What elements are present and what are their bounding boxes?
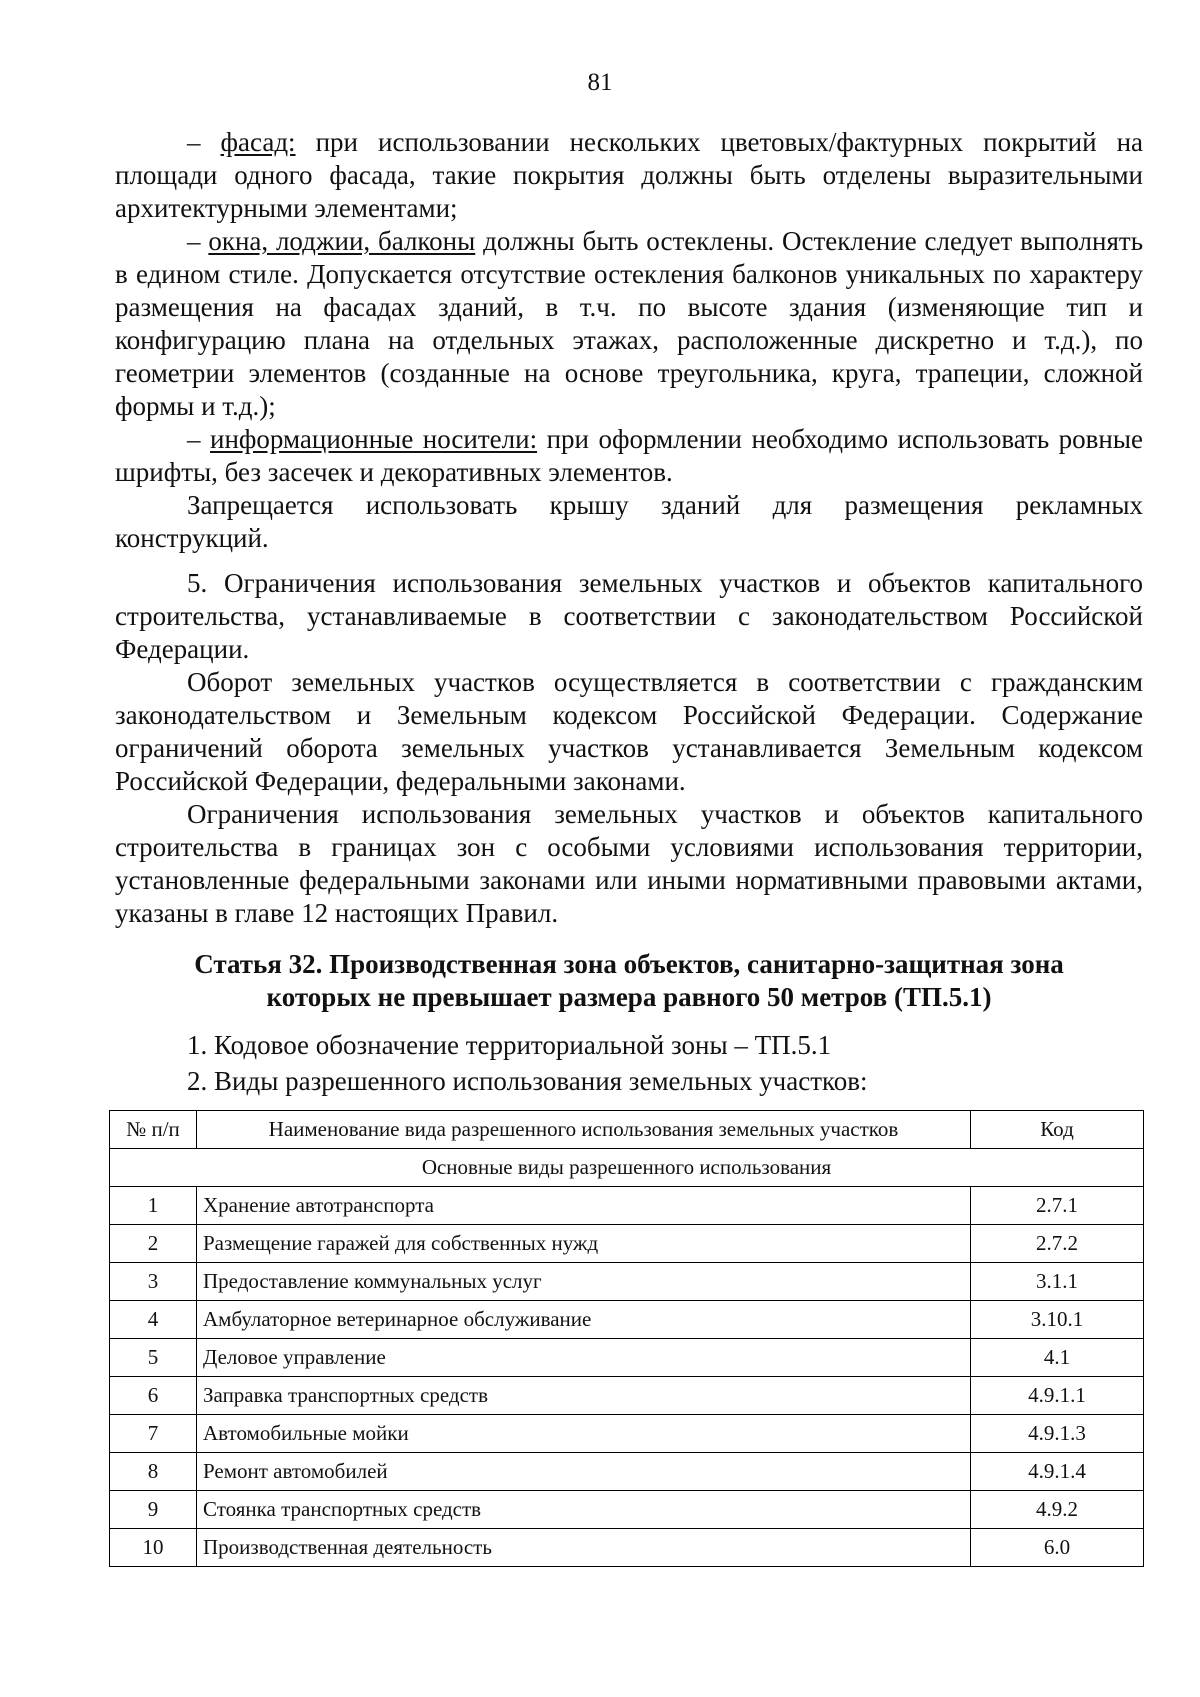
row-name: Хранение автотранспорта bbox=[197, 1187, 971, 1225]
table-row bbox=[110, 1225, 1144, 1263]
row-name: Автомобильные мойки bbox=[197, 1415, 971, 1453]
paragraph-restrictions: Ограничения использования земельных участков и объектов капитального строительства в границах зон с особыми условиями использования территории, установленные федеральными законами или иными нормативными правовыми актами, указаны в главе 12 настоящих Правил. bbox=[115, 799, 1143, 928]
row-code: 6.0 bbox=[971, 1529, 1144, 1567]
table-row bbox=[110, 1453, 1144, 1491]
table-row bbox=[110, 1263, 1144, 1301]
article-title bbox=[115, 948, 1143, 1014]
row-code: 4.1 bbox=[971, 1339, 1144, 1377]
table-row bbox=[110, 1415, 1144, 1453]
paragraph-info-carriers-text: при оформлении необходимо использовать ровные шрифты, без засечек и декоративных элементов. bbox=[115, 424, 1144, 487]
row-name: Производственная деятельность bbox=[197, 1529, 971, 1567]
row-number: 4 bbox=[110, 1301, 197, 1339]
section-title: Основные виды разрешенного использования bbox=[110, 1149, 1144, 1187]
paragraph-land-turnover: Оборот земельных участков осуществляется в соответствии с гражданским законодательством и Земельным кодексом Российской Федерации. Содержание ограничений оборота земельных участков устанавливается Земельным кодексом Российской Федерации, федеральными законами. bbox=[115, 667, 1143, 796]
paragraph-section-5: 5. Ограничения использования земельных участков и объектов капитального строительства, устанавливаемые в соответствии с законодательством Российской Федерации. bbox=[115, 568, 1143, 664]
row-name: Предоставление коммунальных услуг bbox=[197, 1263, 971, 1301]
row-name: Размещение гаражей для собственных нужд bbox=[197, 1225, 971, 1263]
row-name: Заправка транспортных средств bbox=[197, 1377, 971, 1415]
row-name: Деловое управление bbox=[197, 1339, 971, 1377]
row-number: 6 bbox=[110, 1377, 197, 1415]
row-number: 8 bbox=[110, 1453, 197, 1491]
term-facade: фасад: bbox=[220, 127, 296, 157]
row-name: Амбулаторное ветеринарное обслуживание bbox=[197, 1301, 971, 1339]
row-number: 7 bbox=[110, 1415, 197, 1453]
table-row bbox=[110, 1339, 1144, 1377]
term-info-carriers: информационные носители: bbox=[210, 424, 538, 454]
table-row bbox=[110, 1301, 1144, 1339]
paragraph-windows: – окна, лоджии, балконы должны быть остеклены. Остекление следует выполнять в едином стиле. Допускается отсутствие остекления балконов уникальных по характеру размещения на фасадах зданий, в т.ч. по высоте здания (изменяющие тип и конфигурацию плана на отдельных этажах, расположенные дискретно и т.д.), по геометрии элементов (созданные на основе треугольника, круга, трапеции, сложной формы и т.д.); bbox=[115, 226, 1144, 421]
page-number: 81 bbox=[587, 69, 613, 96]
row-name: Стоянка транспортных средств bbox=[197, 1491, 971, 1529]
row-number: 1 bbox=[110, 1187, 197, 1225]
article-title-line-2: которых не превышает размера равного 50 метров (ТП.5.1) bbox=[266, 982, 992, 1012]
list-item: 1. Кодовое обозначение территориальной зоны – ТП.5.1 bbox=[187, 1030, 832, 1060]
header-code: Код bbox=[971, 1111, 1144, 1149]
paragraph-windows-text: должны быть остеклены. Остекление следует выполнять в едином стиле. Допускается отсутствие остекления балконов уникальных по характеру размещения на фасадах зданий, в т.ч. по высоте здания (изменяющие тип и конфигурацию плана на отдельных этажах, расположенные дискретно и т.д.), по геометрии элементов (созданные на основе треугольника, круга, трапеции, сложной формы и т.д.); bbox=[115, 226, 1144, 421]
table-row bbox=[110, 1529, 1144, 1567]
row-code: 3.10.1 bbox=[971, 1301, 1144, 1339]
row-code: 3.1.1 bbox=[971, 1263, 1144, 1301]
term-windows: окна, лоджии, балконы bbox=[208, 226, 476, 256]
row-number: 10 bbox=[110, 1529, 197, 1567]
article-title-line-1: Статья 32. Производственная зона объектов, санитарно-защитная зона bbox=[194, 949, 1064, 979]
row-code: 4.9.1.1 bbox=[971, 1377, 1144, 1415]
row-number: 2 bbox=[110, 1225, 197, 1263]
list-item: 2. Виды разрешенного использования земельных участков: bbox=[187, 1066, 868, 1096]
paragraph-info-carriers: – информационные носители: при оформлении необходимо использовать ровные шрифты, без засечек и декоративных элементов. bbox=[115, 424, 1144, 487]
paragraph-facade-text: при использовании нескольких цветовых/фактурных покрытий на площади одного фасада, такие покрытия должны быть отделены выразительными архитектурными элементами; bbox=[115, 127, 1144, 223]
row-number: 3 bbox=[110, 1263, 197, 1301]
permitted-uses-table bbox=[109, 1110, 1144, 1567]
row-code: 4.9.1.4 bbox=[971, 1453, 1144, 1491]
table-row bbox=[110, 1377, 1144, 1415]
row-name: Ремонт автомобилей bbox=[197, 1453, 971, 1491]
row-number: 9 bbox=[110, 1491, 197, 1529]
table-row bbox=[110, 1187, 1144, 1225]
table-section-row bbox=[110, 1149, 1144, 1187]
header-number: № п/п bbox=[110, 1111, 197, 1149]
header-name: Наименование вида разрешенного использования земельных участков bbox=[197, 1111, 971, 1149]
row-code: 2.7.2 bbox=[971, 1225, 1144, 1263]
row-code: 4.9.1.3 bbox=[971, 1415, 1144, 1453]
paragraph-facade: – фасад: при использовании нескольких цветовых/фактурных покрытий на площади одного фасада, такие покрытия должны быть отделены выразительными архитектурными элементами; bbox=[115, 127, 1144, 223]
row-code: 4.9.2 bbox=[971, 1491, 1144, 1529]
table-header-row bbox=[110, 1111, 1144, 1149]
paragraph-roof-ban: Запрещается использовать крышу зданий для размещения рекламных конструкций. bbox=[115, 490, 1143, 553]
row-number: 5 bbox=[110, 1339, 197, 1377]
row-code: 2.7.1 bbox=[971, 1187, 1144, 1225]
numbered-list bbox=[187, 1027, 868, 1099]
table-row bbox=[110, 1491, 1144, 1529]
body-text bbox=[115, 126, 1143, 930]
